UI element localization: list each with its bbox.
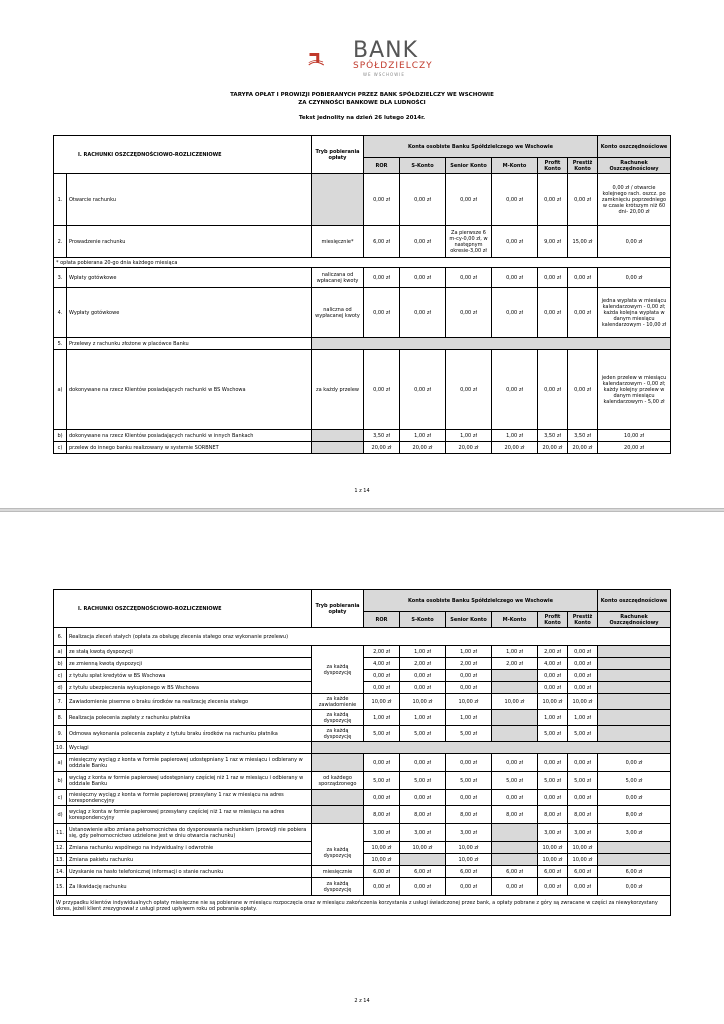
fee-value: 10,00 zł — [446, 842, 492, 854]
fee-value: 8,00 zł — [446, 806, 492, 824]
tryb-cell: za każdą dyspozycję — [312, 710, 364, 726]
row-label: Wyciągi — [67, 742, 312, 754]
fee-value: 8,00 zł — [400, 806, 446, 824]
fee-value: 5,00 zł — [446, 726, 492, 742]
row-label: miesięczny wyciąg z konta w formie papierowej udostępniany 1 raz w miesiącu i odbierany w oddziale Banku — [67, 754, 312, 772]
row-number: 7. — [54, 694, 67, 710]
osz-value: 10,00 zł — [598, 430, 671, 442]
fee-value: 0,00 zł — [364, 670, 400, 682]
table-row — [54, 646, 671, 658]
fee-value: 3,00 zł — [446, 824, 492, 842]
row-label: Wypłaty gotówkowe — [67, 288, 312, 338]
footnote: W przypadku klientów indywidualnych opłaty miesięczne nie są pobierane w miesiącu rozpoczęcia oraz w miesiącu zakończenia korzystania z usługi świadczonej przez bank, a opłaty pobrane z góry są zwracane w części za niewykorzystany okres, jeżeli klient zrezygnował z usługi przed upływem roku od pobrania opłaty. — [54, 896, 671, 916]
fee-value: 1,00 zł — [492, 430, 538, 442]
fee-value: 0,00 zł — [446, 268, 492, 288]
fee-value: 2,00 zł — [492, 658, 538, 670]
table-row — [54, 430, 671, 442]
fee-value: 1,00 zł — [446, 646, 492, 658]
row-number: c) — [54, 790, 67, 806]
doc-title-1: TARYFA OPŁAT I PROWIZJI POBIERANYCH PRZEZ BANK SPÓŁDZIELCZY WE WSCHOWIE — [230, 92, 494, 98]
fee-value: 0,00 zł — [400, 350, 446, 430]
fee-value: 0,00 zł — [538, 268, 568, 288]
fee-value: 0,00 zł — [446, 174, 492, 226]
table-row — [54, 710, 671, 726]
column-header: Profit Konto — [538, 612, 568, 628]
header-row — [54, 136, 671, 158]
fee-value: 10,00 zł — [492, 694, 538, 710]
fee-value: 0,00 zł — [568, 646, 598, 658]
row-label: przelew do innego banku realizowany w systemie SORBNET — [67, 442, 312, 454]
fee-value — [492, 670, 538, 682]
fee-value: 10,00 zł — [568, 694, 598, 710]
fee-value: 3,00 zł — [400, 824, 446, 842]
row-number: d) — [54, 682, 67, 694]
fee-value: 8,00 zł — [364, 806, 400, 824]
row-number: b) — [54, 430, 67, 442]
footnote: * opłata pobierana 20-go dnia każdego miesiąca — [54, 258, 671, 268]
fee-value: 6,00 zł — [538, 866, 568, 878]
page-1 — [0, 0, 724, 508]
tryb-cell — [312, 790, 364, 806]
fee-value: 0,00 zł — [568, 268, 598, 288]
tryb-cell: naliczna od wypłacanej kwoty — [312, 288, 364, 338]
fee-value — [492, 824, 538, 842]
osz-value: 20,00 zł — [598, 442, 671, 454]
tryb-cell — [312, 442, 364, 454]
osz-value: 3,00 zł — [598, 824, 671, 842]
table-row — [54, 806, 671, 824]
fee-value: 0,00 zł — [364, 878, 400, 896]
tryb-cell — [312, 754, 364, 772]
row-number: 15. — [54, 878, 67, 896]
fee-value: 0,00 zł — [492, 754, 538, 772]
row-number: 2. — [54, 226, 67, 258]
fee-value: 3,00 zł — [364, 824, 400, 842]
osz-value: 0,00 zł — [598, 878, 671, 896]
table-row — [54, 742, 671, 754]
bank-logo-icon — [308, 40, 353, 78]
column-header: Prestiż Konto — [568, 612, 598, 628]
fee-value: 6,00 zł — [568, 866, 598, 878]
fee-value: 0,00 zł — [446, 288, 492, 338]
osz-value — [598, 694, 671, 710]
table-row — [54, 442, 671, 454]
table-row — [54, 896, 671, 916]
fee-value: 0,00 zł — [364, 790, 400, 806]
fee-value: 0,00 zł — [538, 682, 568, 694]
osz-value: 5,00 zł — [598, 772, 671, 790]
fee-value — [492, 842, 538, 854]
row-number: 11. — [54, 824, 67, 842]
table-row — [54, 824, 671, 842]
fee-value: 10,00 zł — [568, 842, 598, 854]
tryb-cell: za każdy przelew — [312, 350, 364, 430]
row-number: c) — [54, 442, 67, 454]
osz-value — [598, 682, 671, 694]
column-header: M-Konto — [492, 158, 538, 174]
row-number: 14. — [54, 866, 67, 878]
column-header: Rachunek Oszczędnościowy — [598, 158, 671, 174]
fee-value: 0,00 zł — [492, 226, 538, 258]
fee-value: 5,00 zł — [400, 726, 446, 742]
fee-value: 0,00 zł — [400, 682, 446, 694]
fee-value: 0,00 zł — [446, 754, 492, 772]
fee-value: 0,00 zł — [400, 268, 446, 288]
fee-value: 0,00 zł — [568, 174, 598, 226]
table-row — [54, 268, 671, 288]
fee-value: 0,00 zł — [538, 754, 568, 772]
tryb-cell: za każdą dyspozycję — [312, 842, 364, 866]
row-label: Wpłaty gotówkowe — [67, 268, 312, 288]
fee-value — [492, 726, 538, 742]
row-number: 5. — [54, 338, 67, 350]
row-label: Realizacja zleceń stałych (opłata za obsługę zlecenia stałego oraz wykonanie przelewu) — [67, 628, 671, 646]
osz-value: 0,00 zł — [598, 268, 671, 288]
table-row — [54, 174, 671, 226]
fee-value: 0,00 zł — [364, 268, 400, 288]
osz-value: 0,00 zł — [598, 226, 671, 258]
fee-value: 8,00 zł — [492, 806, 538, 824]
row-number: 4. — [54, 288, 67, 338]
konto-osz-header: Konto oszczędnościowe — [598, 136, 671, 158]
fee-value: 0,00 zł — [446, 670, 492, 682]
tryb-cell: miesięcznie* — [312, 226, 364, 258]
fee-value: 5,00 zł — [568, 726, 598, 742]
fee-value: 0,00 zł — [538, 174, 568, 226]
row-label: Za likwidację rachunku — [67, 878, 312, 896]
osz-value: jedna wypłata w miesiącu kalendarzowym - 0,00 zł; każda kolejna wypłata w danym miesiącu kalendarzowym - 10,00 zł — [598, 288, 671, 338]
fee-value: 0,00 zł — [446, 790, 492, 806]
osz-value: 8,00 zł — [598, 806, 671, 824]
fee-value: 5,00 zł — [364, 772, 400, 790]
row-label: z tytułu spłat kredytów w BS Wschowa — [67, 670, 312, 682]
page-number-1: 1 z 14 — [354, 488, 370, 494]
header-row — [54, 590, 671, 612]
osz-value — [598, 670, 671, 682]
row-number: a) — [54, 754, 67, 772]
fee-value: 20,00 zł — [492, 442, 538, 454]
row-label: Zmiana pakietu rachunku — [67, 854, 312, 866]
table-row — [54, 694, 671, 710]
fee-value: 0,00 zł — [568, 682, 598, 694]
fee-value: 20,00 zł — [538, 442, 568, 454]
table-row — [54, 258, 671, 268]
konto-osz-header: Konto oszczędnościowe — [598, 590, 671, 612]
fee-value: 10,00 zł — [364, 694, 400, 710]
fee-value: 3,50 zł — [568, 430, 598, 442]
fee-value: 10,00 zł — [446, 694, 492, 710]
fee-value: 4,00 zł — [538, 658, 568, 670]
fee-value: 3,50 zł — [538, 430, 568, 442]
tryb-cell: za każdą dyspozycję — [312, 646, 364, 694]
table-row — [54, 772, 671, 790]
fee-value: 15,00 zł — [568, 226, 598, 258]
brand-sub2: WE WSCHOWIE — [363, 72, 405, 77]
fee-value: 0,00 zł — [446, 682, 492, 694]
fee-value: 0,00 zł — [538, 790, 568, 806]
column-header: Prestiż Konto — [568, 158, 598, 174]
row-label: dokonywane na rzecz Klientów posiadających rachunki w innych Bankach — [67, 430, 312, 442]
fee-value: 0,00 zł — [538, 288, 568, 338]
fee-value: 3,00 zł — [538, 824, 568, 842]
row-number: a) — [54, 646, 67, 658]
fee-value: 10,00 zł — [446, 854, 492, 866]
column-header: S-Konto — [400, 612, 446, 628]
tryb-cell — [312, 824, 364, 842]
fee-value: 20,00 zł — [446, 442, 492, 454]
fee-value: 0,00 zł — [400, 174, 446, 226]
fee-value: 20,00 zł — [568, 442, 598, 454]
row-label: Uzyskanie na hasło telefonicznej informacji o stanie rachunku — [67, 866, 312, 878]
table-row — [54, 866, 671, 878]
row-label: Prowadzenie rachunku — [67, 226, 312, 258]
fee-value: 0,00 zł — [364, 682, 400, 694]
page-number-2: 2 z 14 — [354, 998, 370, 1004]
row-number: 3. — [54, 268, 67, 288]
fee-table-2 — [53, 589, 671, 916]
table-row — [54, 726, 671, 742]
osz-value — [598, 854, 671, 866]
table-row — [54, 338, 671, 350]
table-row — [54, 842, 671, 854]
column-header: M-Konto — [492, 612, 538, 628]
table-row — [54, 226, 671, 258]
fee-value: 6,00 zł — [446, 866, 492, 878]
tryb-cell: naliczana od wpłacanej kwoty — [312, 268, 364, 288]
fee-value — [400, 854, 446, 866]
fee-value: 5,00 zł — [538, 726, 568, 742]
fee-value: 0,00 zł — [364, 174, 400, 226]
fee-value: 6,00 zł — [364, 866, 400, 878]
fee-value: 0,00 zł — [400, 878, 446, 896]
fee-value: 3,50 zł — [364, 430, 400, 442]
fee-value: 0,00 zł — [364, 754, 400, 772]
fee-value: 1,00 zł — [446, 710, 492, 726]
fee-value: 5,00 zł — [568, 772, 598, 790]
fee-value: 20,00 zł — [400, 442, 446, 454]
table-row — [54, 790, 671, 806]
tryb-cell — [312, 174, 364, 226]
osz-value: 6,00 zł — [598, 866, 671, 878]
fee-value: 0,00 zł — [492, 174, 538, 226]
osz-value: 0,00 zł — [598, 754, 671, 772]
fee-value: 0,00 zł — [446, 878, 492, 896]
fee-value: 6,00 zł — [400, 866, 446, 878]
fee-value: 9,00 zł — [538, 226, 568, 258]
row-number: b) — [54, 772, 67, 790]
fee-value: 0,00 zł — [538, 878, 568, 896]
column-header: ROR — [364, 612, 400, 628]
row-number: a) — [54, 350, 67, 430]
fee-value: 0,00 zł — [568, 288, 598, 338]
fee-value: 1,00 zł — [400, 430, 446, 442]
table-row — [54, 350, 671, 430]
row-number: 10. — [54, 742, 67, 754]
osz-value: 0,00 zł — [598, 790, 671, 806]
table-row — [54, 878, 671, 896]
osz-value — [598, 842, 671, 854]
fee-value: 1,00 zł — [538, 710, 568, 726]
fee-value: 1,00 zł — [364, 710, 400, 726]
row-number: b) — [54, 658, 67, 670]
fee-value: 0,00 zł — [492, 268, 538, 288]
fee-value: 4,00 zł — [364, 658, 400, 670]
osz-value — [598, 726, 671, 742]
fee-value: 1,00 zł — [400, 646, 446, 658]
osz-value — [598, 646, 671, 658]
fee-value: 2,00 zł — [400, 658, 446, 670]
fee-value: 5,00 zł — [538, 772, 568, 790]
row-label: Zmiana rachunku wspólnego na indywidualny i odwrotnie — [67, 842, 312, 854]
column-header: Profit Konto — [538, 158, 568, 174]
fee-value: 2,00 zł — [446, 658, 492, 670]
fee-value: 3,00 zł — [568, 824, 598, 842]
fee-value: Za pierwsze 6 m-cy-0,00 zł, w następnym okresie-3,00 zł — [446, 226, 492, 258]
fee-value: 6,00 zł — [492, 866, 538, 878]
fee-value — [492, 682, 538, 694]
table-cell — [312, 742, 671, 754]
fee-value: 0,00 zł — [568, 878, 598, 896]
column-header: Rachunek Oszczędnościowy — [598, 612, 671, 628]
row-number: 12. — [54, 842, 67, 854]
column-header: S-Konto — [400, 158, 446, 174]
row-label: wyciąg z konta w formie papierowej udostępniany częściej niż 1 raz w miesiącu i odbierany w oddziale Banku — [67, 772, 312, 790]
konta-header: Konta osobiste Banku Spółdzielczego we Wschowie — [364, 136, 598, 158]
fee-value: 0,00 zł — [364, 350, 400, 430]
brand-sub: SPÓŁDZIELCZY — [353, 61, 433, 71]
fee-value: 5,00 zł — [492, 772, 538, 790]
section-title: I. RACHUNKI OSZCZĘDNOŚCIOWO-ROZLICZENIOWE — [54, 590, 312, 628]
row-label: miesięczny wyciąg z konta w formie papierowej przesyłany 1 raz w miesiącu na adres korespondencyjny — [67, 790, 312, 806]
row-label: Otwarcie rachunku — [67, 174, 312, 226]
row-number: 9. — [54, 726, 67, 742]
fee-value: 0,00 zł — [568, 790, 598, 806]
tryb-header: Tryb pobierania opłaty — [312, 590, 364, 628]
osz-value — [598, 710, 671, 726]
tryb-cell — [312, 806, 364, 824]
fee-value: 0,00 zł — [400, 288, 446, 338]
osz-value: 0,00 zł / otwarcie kolejnego rach. oszcz. po zamknięciu poprzedniego w czasie krótszym niż 60 dni- 20,00 zł — [598, 174, 671, 226]
fee-table-1 — [53, 135, 671, 454]
row-label: z tytułu ubezpieczenia wykupionego w BS Wschowa — [67, 682, 312, 694]
fee-value: 0,00 zł — [400, 226, 446, 258]
row-label: Ustanowienie albo zmiana pełnomocnictwa do dysponowania rachunkiem (prowizji nie pobiera się, gdy pełnomocnictwo udzielone jest w dniu otwarcia rachunku) — [67, 824, 312, 842]
fee-value: 1,00 zł — [400, 710, 446, 726]
row-number: 13. — [54, 854, 67, 866]
table-cell — [312, 338, 671, 350]
fee-value: 0,00 zł — [400, 670, 446, 682]
row-number: d) — [54, 806, 67, 824]
table-row — [54, 628, 671, 646]
fee-value: 0,00 zł — [400, 790, 446, 806]
fee-value: 10,00 zł — [400, 842, 446, 854]
fee-value: 10,00 zł — [538, 842, 568, 854]
tryb-cell — [312, 430, 364, 442]
row-label: dokonywane na rzecz Klientów posiadających rachunki w BS Wschowa — [67, 350, 312, 430]
table-row — [54, 288, 671, 338]
fee-value: 5,00 zł — [446, 772, 492, 790]
fee-value: 10,00 zł — [538, 694, 568, 710]
brand-name: BANK — [353, 38, 419, 63]
fee-value: 10,00 zł — [364, 842, 400, 854]
column-header: Senior Konto — [446, 612, 492, 628]
doc-title-2: ZA CZYNNOŚCI BANKOWE DLA LUDNOŚCI — [298, 100, 426, 106]
row-label: Przelewy z rachunku złożone w placówce Banku — [67, 338, 312, 350]
column-header: Senior Konto — [446, 158, 492, 174]
fee-value: 0,00 zł — [492, 790, 538, 806]
page-2 — [0, 512, 724, 1024]
tryb-header: Tryb pobierania opłaty — [312, 136, 364, 174]
fee-value: 0,00 zł — [568, 658, 598, 670]
fee-value — [492, 710, 538, 726]
fee-value: 0,00 zł — [400, 754, 446, 772]
fee-value: 0,00 zł — [568, 670, 598, 682]
fee-value: 0,00 zł — [446, 350, 492, 430]
fee-value: 5,00 zł — [400, 772, 446, 790]
fee-value: 0,00 zł — [538, 670, 568, 682]
doc-date: Tekst jednolity na dzień 26 lutego 2014r. — [298, 115, 426, 121]
osz-value: jeden przelew w miesiącu kalendarzowym - 0,00 zł; każdy kolejny przelew w danym miesiącu kalendarzowym - 5,00 zł — [598, 350, 671, 430]
fee-value: 2,00 zł — [538, 646, 568, 658]
row-label: ze stałą kwotą dyspozycji — [67, 646, 312, 658]
fee-value: 10,00 zł — [538, 854, 568, 866]
row-number: 1. — [54, 174, 67, 226]
fee-value: 1,00 zł — [492, 646, 538, 658]
osz-value — [598, 658, 671, 670]
fee-value: 0,00 zł — [538, 350, 568, 430]
row-label: Realizacja polecenia zapłaty z rachunku płatnika — [67, 710, 312, 726]
fee-value: 8,00 zł — [568, 806, 598, 824]
tryb-cell: za każdą dyspozycję — [312, 726, 364, 742]
tryb-cell: od każdego sporządzonego — [312, 772, 364, 790]
fee-value: 8,00 zł — [538, 806, 568, 824]
column-header: ROR — [364, 158, 400, 174]
fee-value: 0,00 zł — [364, 288, 400, 338]
row-label: wyciąg z konta w formie papierowej przesyłany częściej niż 1 raz w miesiącu na adres korespondencyjny — [67, 806, 312, 824]
fee-value: 0,00 zł — [492, 350, 538, 430]
konta-header: Konta osobiste Banku Spółdzielczego we Wschowie — [364, 590, 598, 612]
fee-value: 5,00 zł — [364, 726, 400, 742]
fee-value: 0,00 zł — [492, 878, 538, 896]
fee-value: 0,00 zł — [492, 288, 538, 338]
row-label: ze zmienną kwotą dyspozycji — [67, 658, 312, 670]
fee-value: 1,00 zł — [446, 430, 492, 442]
fee-value: 6,00 zł — [364, 226, 400, 258]
fee-value: 10,00 zł — [364, 854, 400, 866]
row-number: 8. — [54, 710, 67, 726]
row-number: c) — [54, 670, 67, 682]
table-row — [54, 754, 671, 772]
fee-value: 0,00 zł — [568, 754, 598, 772]
section-title: I. RACHUNKI OSZCZĘDNOŚCIOWO-ROZLICZENIOWE — [54, 136, 312, 174]
fee-value: 10,00 zł — [400, 694, 446, 710]
row-number: 6. — [54, 628, 67, 646]
row-label: Odmowa wykonania polecenia zapłaty z tytułu braku środków na rachunku płatnika — [67, 726, 312, 742]
fee-value — [492, 854, 538, 866]
tryb-cell: za każde zawiadomienie — [312, 694, 364, 710]
fee-value: 2,00 zł — [364, 646, 400, 658]
fee-value: 10,00 zł — [568, 854, 598, 866]
tryb-cell: miesięcznie — [312, 866, 364, 878]
fee-value: 0,00 zł — [568, 350, 598, 430]
row-label: Zawiadomienie pisemne o braku środków na realizację zlecenia stałego — [67, 694, 312, 710]
fee-value: 20,00 zł — [364, 442, 400, 454]
fee-value: 1,00 zł — [568, 710, 598, 726]
tryb-cell: za każdą dyspozycję — [312, 878, 364, 896]
